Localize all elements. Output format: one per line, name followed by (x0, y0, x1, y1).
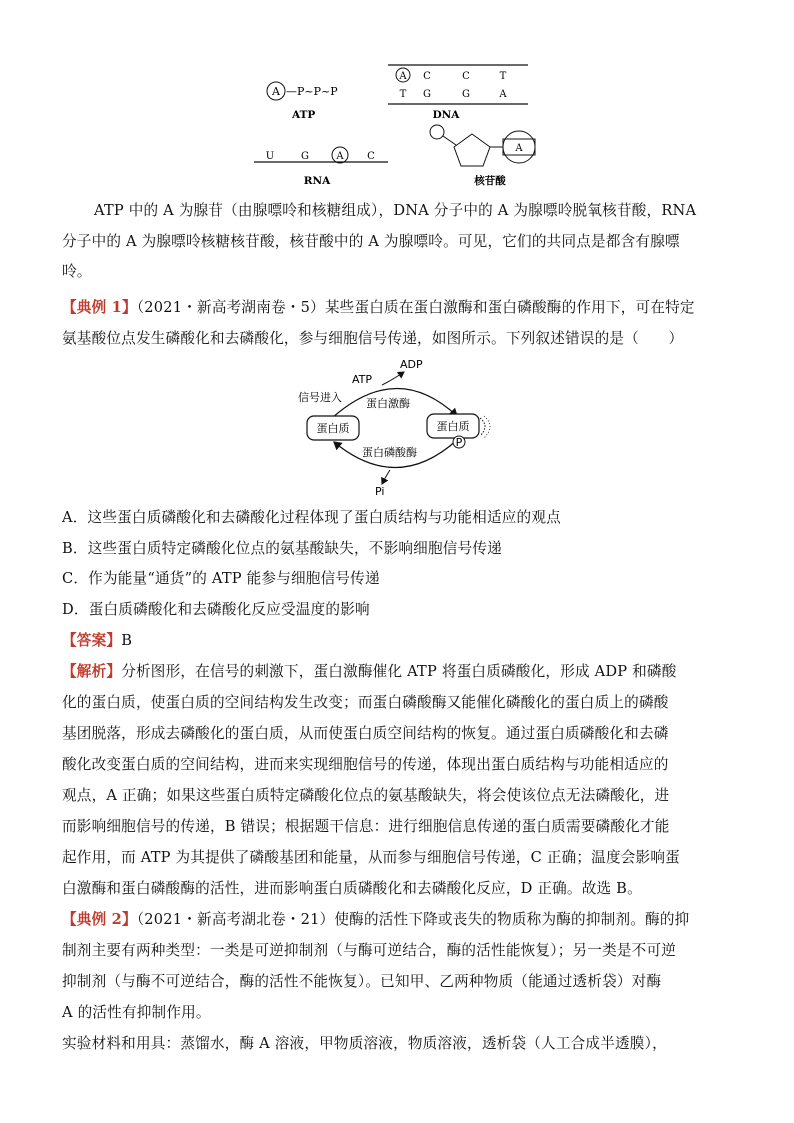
phosphate-circle (430, 125, 444, 139)
dna-top-1: C (423, 71, 431, 82)
option-b: B．这些蛋白质特定磷酸化位点的氨基酸缺失，不影响细胞信号传递 (62, 540, 502, 557)
analysis-line-7: 起作用，而 ATP 为其提供了磷酸基团和能量，从而参与细胞信号传递，C 正确；温度会影响蛋 (62, 849, 680, 866)
analysis-line-6: 而影响细胞信号的传递，B 错误；根据题干信息：进行细胞信息传递的蛋白质需要磷酸化才能 (62, 818, 670, 835)
rna-0: U (265, 151, 275, 162)
atp-a: A (272, 85, 280, 98)
structure-figure (250, 56, 550, 192)
protein-left-label: 蛋白质 (316, 422, 350, 435)
analysis-line-8: 白激酶和蛋白磷酸酶的活性，进而影响蛋白质磷酸化和去磷酸化反应，D 正确。故选 B。 (62, 880, 642, 897)
nucleotide-caption: 核苷酸 (474, 175, 506, 187)
atp-label: ATP (352, 373, 373, 386)
dna-top-2: C (462, 71, 470, 82)
example2-line-1 (62, 910, 689, 930)
answer-line (62, 631, 132, 651)
dna-bottom-1: G (423, 89, 431, 100)
rna-caption: RNA (303, 175, 331, 187)
dna-bottom-2: G (462, 89, 470, 100)
analysis-text-1: 分析图形，在信号的刺激下，蛋白激酶催化 ATP 将蛋白质磷酸化，形成 ADP 和磷酸 (121, 663, 677, 680)
example2-line-4: A 的活性有抑制作用。 (62, 1004, 211, 1021)
phosphate-p: P (455, 436, 463, 449)
pi-arrow (382, 470, 390, 484)
dna-bottom-0: T (399, 89, 407, 100)
dna-top-0: A (399, 71, 407, 82)
atp-caption: ATP (292, 109, 316, 121)
rna-3: C (367, 151, 375, 162)
intro-line-1: ATP 中的 A 为腺苷（由腺嘌呤和核糖组成），DNA 分子中的 A 为腺嘌呤脱氧核苷酸，RNA (94, 202, 697, 219)
answer-value: B (121, 632, 133, 649)
adp-label: ADP (400, 358, 423, 371)
example2-line-3: 抑制剂（与酶不可逆结合，酶的活性不能恢复）。已知甲、乙两种物质（能通过透析袋）对酶 (62, 973, 662, 990)
analysis-line-1 (62, 662, 677, 682)
analysis-tag: 【解析】 (62, 663, 122, 680)
dna-top-3: T (499, 71, 507, 82)
intro-line-3: 呤。 (62, 263, 92, 280)
phosphatase-label: 蛋白磷酸酶 (362, 446, 417, 459)
option-a: A．这些蛋白质磷酸化和去磷酸化过程体现了蛋白质结构与功能相适应的观点 (62, 509, 561, 526)
analysis-line-5: 观点，A 正确；如果这些蛋白质特定磷酸化位点的氨基酸缺失，将会使该位点无法磷酸化，进 (62, 787, 670, 804)
intro-line-2: 分子中的 A 为腺嘌呤核糖核苷酸，核苷酸中的 A 为腺嘌呤。可见，它们的共同点是都含有腺嘌 (62, 233, 680, 250)
answer-tag: 【答案】 (62, 632, 122, 649)
rna-1: G (301, 151, 309, 162)
atp-adp-arrow (382, 372, 404, 385)
example1-tag: 【典例 1】 (62, 299, 137, 316)
atp-chain: —P~P~P (286, 85, 338, 98)
example1-line-2: 氨基酸位点发生磷酸化和去磷酸化，参与细胞信号传递，如图所示。下列叙述错误的是（ ） (62, 330, 684, 347)
analysis-line-2: 化的蛋白质，使蛋白质的空间结构发生改变；而蛋白磷酸酶又能催化磷酸化的蛋白质上的磷酸 (62, 694, 669, 711)
analysis-line-3: 基团脱落，形成去磷酸化的蛋白质，从而使蛋白质空间结构的恢复。通过蛋白质磷酸化和去磷 (62, 725, 669, 742)
signal-label: 信号进入 (298, 391, 342, 404)
option-d: D．蛋白质磷酸化和去磷酸化反应受温度的影响 (62, 601, 370, 618)
analysis-line-4: 酸化改变蛋白质的空间结构，进而来实现细胞信号的传递，体现出蛋白质结构与功能相适应的 (62, 756, 669, 773)
phosphorylation-diagram (292, 352, 502, 498)
ribose-pentagon (454, 134, 490, 166)
example2-line-5: 实验材料和用具：蒸馏水，酶 A 溶液，甲物质溶液，物质溶液，透析袋（人工合成半透膜）， (62, 1035, 667, 1052)
example1-text-1: （2021・新高考湖南卷・5）某些蛋白质在蛋白激酶和蛋白磷酸酶的作用下，可在特定 (136, 299, 695, 316)
dna-caption: DNA (432, 109, 460, 121)
base-a: A (515, 143, 523, 154)
conformation-dashes (480, 418, 485, 436)
protein-right-label: 蛋白质 (436, 420, 470, 433)
example1-line-1 (62, 298, 695, 318)
kinase-label: 蛋白激酶 (366, 397, 410, 410)
example2-text-1: （2021・新高考湖北卷・21）使酶的活性下降或丧失的物质称为酶的抑制剂。酶的抑 (136, 911, 690, 928)
pi-label: Pi (375, 485, 385, 498)
option-c: C．作为能量“通货”的 ATP 能参与细胞信号传递 (62, 570, 380, 587)
rna-2: A (336, 151, 344, 162)
example2-line-2: 制剂主要有两种类型：一类是可逆抑制剂（与酶可逆结合，酶的活性能恢复）；另一类是不可逆 (62, 942, 677, 959)
example2-tag: 【典例 2】 (62, 911, 137, 928)
dna-bottom-3: A (499, 89, 507, 100)
